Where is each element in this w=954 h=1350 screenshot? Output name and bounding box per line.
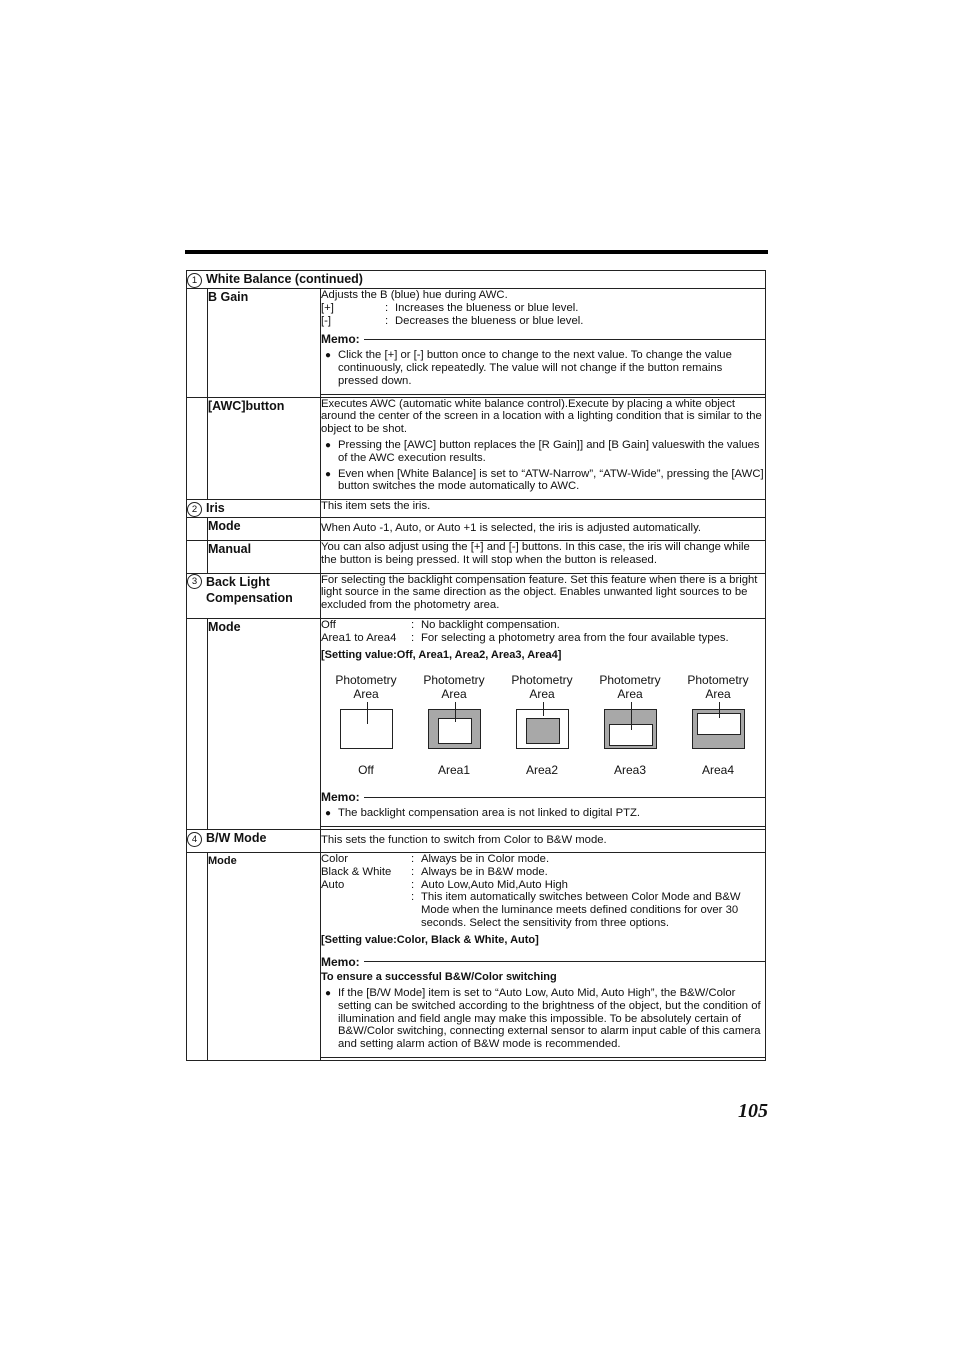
section-row-white-balance <box>187 271 766 289</box>
option-row: Area1 to Area4 : For selecting a photometry area from the four available types. <box>321 631 729 644</box>
item-label: Mode <box>208 518 321 541</box>
bullet-icon: ● <box>325 350 332 362</box>
frame-area1-icon <box>428 709 481 749</box>
option-row: Color : Always be in Color mode. <box>321 852 550 865</box>
item-label: Mode <box>208 618 321 829</box>
option-row: Auto : Auto Low,Auto Mid,Auto High <box>321 878 568 891</box>
option-row: [-] : Decreases the blueness or blue level. <box>321 314 584 327</box>
item-label: [AWC]button <box>208 397 321 500</box>
frame-area3-icon <box>604 709 657 749</box>
table-row-iris-mode <box>187 518 766 541</box>
section-description: This item sets the iris. <box>321 500 766 518</box>
memo-bullet: ● Click the [+] or [-] button once to change to the next value. To change the value continuously, click repeatedly. The value will not change if the button remains pressed down. <box>321 349 765 387</box>
bullet-icon: ● <box>325 468 332 480</box>
photometry-area-diagram <box>321 661 765 779</box>
diagram-area2: Photometry Area Area2 <box>511 673 573 778</box>
frame-off-icon <box>340 709 393 749</box>
memo-header: Memo: <box>321 333 765 346</box>
memo-header: Memo: <box>321 956 765 969</box>
item-description <box>321 618 766 829</box>
section-row-iris <box>187 500 766 518</box>
diagram-area4: Photometry Area Area4 <box>687 673 749 778</box>
table-row-b-gain <box>187 289 766 398</box>
frame-area4-icon <box>692 709 745 749</box>
bullet-icon: ● <box>325 808 332 820</box>
item-description <box>321 289 766 398</box>
section-title: Iris <box>206 501 225 516</box>
diagram-area1: Photometry Area Area1 <box>423 673 485 778</box>
section-title-line2: Compensation <box>206 590 293 605</box>
item-description <box>321 397 766 500</box>
item-label: B Gain <box>208 289 321 398</box>
section-number: 3 <box>187 574 202 589</box>
memo-header: Memo: <box>321 791 765 804</box>
bullet-icon: ● <box>325 988 332 1000</box>
desc-text: Executes AWC (automatic white balance control).Execute by placing a white object around the center of the screen in a location with a lighting condition that is similar to the object to be shot. <box>321 397 762 436</box>
section-number: 4 <box>187 832 202 847</box>
setting-value: [Setting value:Off, Area1, Area2, Area3, Area4] <box>321 648 562 661</box>
memo-end-rule <box>321 826 765 827</box>
section-description: For selecting the backlight compensation feature. Set this feature when there is a bright light source in the same direction as the object. Enables unwanted light sources to be excluded from the photometry area. <box>321 573 766 618</box>
table-row-bw-mode-detail <box>187 852 766 1060</box>
item-label: Mode <box>208 852 321 1060</box>
item-description: You can also adjust using the [+] and [-] buttons. In this case, the iris will change while the button is being pressed. It will stop when the button is released. <box>321 540 766 573</box>
section-header <box>187 830 321 853</box>
setting-value: [Setting value:Color, Black & White, Auto] <box>321 933 539 946</box>
desc-text: Adjusts the B (blue) hue during AWC. <box>321 289 508 301</box>
diagram-off: Photometry Area Off <box>335 673 397 778</box>
bullet-icon: ● <box>325 439 332 451</box>
table-row-awc-button <box>187 397 766 500</box>
item-description: When Auto -1, Auto, or Auto +1 is selected, the iris is adjusted automatically. <box>321 518 766 541</box>
section-header <box>187 500 321 518</box>
frame-area2-icon <box>516 709 569 749</box>
section-header <box>187 573 321 618</box>
table-row-blc-mode <box>187 618 766 829</box>
memo-bullet: ● If the [B/W Mode] item is set to “Auto Low, Auto Mid, Auto High”, the B&W/Color setting can be switched according to the brightness of the object, but the condition of illumination and field angle may make this impossible. To be absolutely certain of B&W/Color switching, connecting external sensor to alarm input cable of this camera and setting alarm action of B&W mode is recommended. <box>321 987 765 1051</box>
memo-subheading: To ensure a successful B&W/Color switching <box>321 971 557 984</box>
diagram-area3: Photometry Area Area3 <box>599 673 661 778</box>
option-row: Off : No backlight compensation. <box>321 618 560 631</box>
section-description: This sets the function to switch from Color to B&W mode. <box>321 830 766 853</box>
memo-end-rule <box>321 1057 765 1058</box>
section-header <box>187 271 766 289</box>
section-title: White Balance (continued) <box>206 272 363 286</box>
top-rule <box>185 250 768 254</box>
memo-bullet: ● The backlight compensation area is not linked to digital PTZ. <box>321 807 765 820</box>
item-description <box>321 852 766 1060</box>
section-title: B/W Mode <box>206 831 267 846</box>
section-row-bw-mode <box>187 830 766 853</box>
section-title: Back Light <box>206 574 270 589</box>
table-row-iris-manual <box>187 540 766 573</box>
section-number: 2 <box>187 502 202 517</box>
section-number: 1 <box>187 273 202 288</box>
option-row: : This item automatically switches between Color Mode and B&W Mode when the luminance meets defined conditions for over 30 seconds. Select the sensitivity from three options. <box>411 891 741 929</box>
option-row: Black & White : Always be in B&W mode. <box>321 865 548 878</box>
settings-table <box>186 270 766 1061</box>
memo-end-rule <box>321 394 765 395</box>
bullet-item: ● Pressing the [AWC] button replaces the [R Gain]] and [B Gain] valueswith the values of the AWC execution results. <box>321 439 765 465</box>
option-row: [+] : Increases the blueness or blue level. <box>321 301 579 314</box>
bullet-item: ● Even when [White Balance] is set to “ATW-Narrow”, “ATW-Wide”, pressing the [AWC] button switches the mode automatically to AWC. <box>321 468 765 494</box>
item-label: Manual <box>208 540 321 573</box>
section-row-back-light <box>187 573 766 618</box>
page-number: 105 <box>738 1100 768 1122</box>
